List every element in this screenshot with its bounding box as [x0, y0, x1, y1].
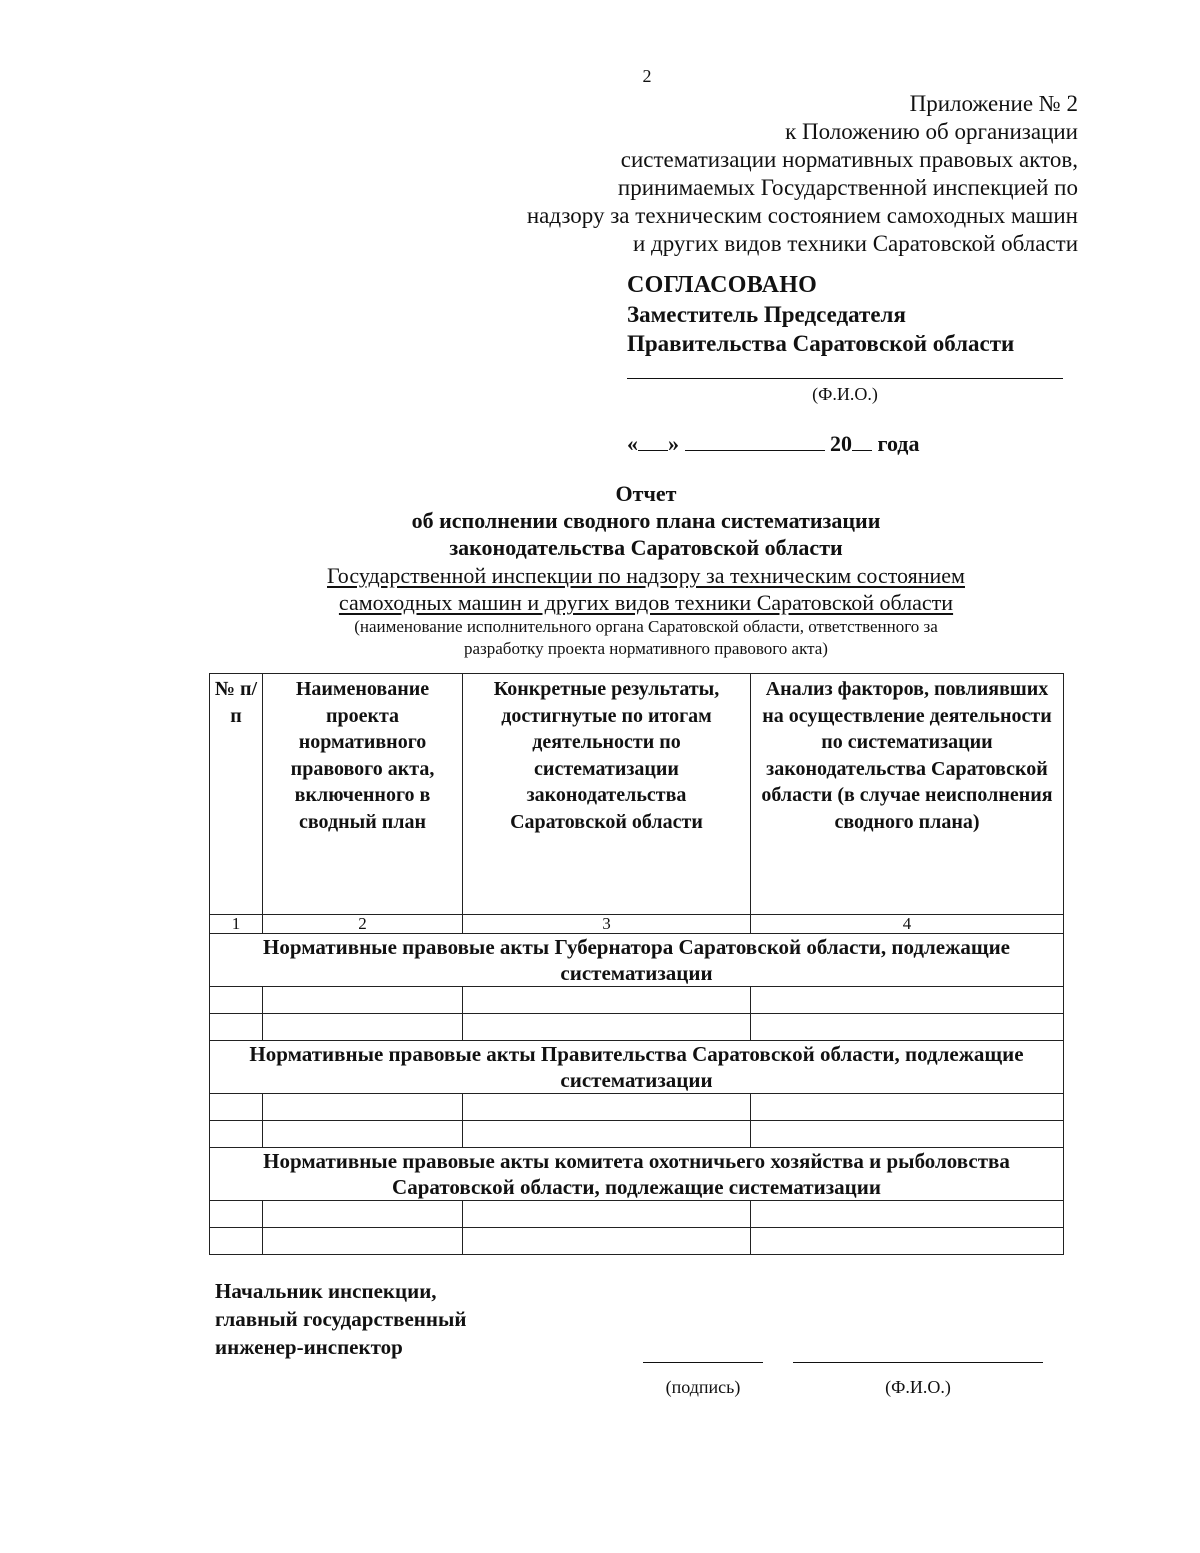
approval-signature-line: [627, 378, 1063, 379]
title-line1: Отчет: [615, 481, 677, 506]
section-government-acts: Нормативные правовые акты Правительства Саратовской области, подлежащие систематизации: [210, 1041, 1064, 1094]
table-cell: [263, 1121, 463, 1148]
page-number: 2: [642, 66, 652, 86]
organization-caption-line1: (наименование исполнительного органа Саратовской области, ответственного за: [354, 617, 938, 636]
table-cell: [263, 1014, 463, 1041]
report-title: [200, 480, 1092, 561]
date-year: 20: [830, 431, 852, 456]
organization-caption-line2: разработку проекта нормативного правового акта): [464, 639, 828, 658]
signature-caption: (подпись): [665, 1377, 741, 1397]
table-row: [210, 1014, 1064, 1041]
table-cell: [210, 1201, 263, 1228]
table-cell: [751, 1201, 1064, 1228]
table-cell: [463, 1094, 751, 1121]
table-cell: [263, 1228, 463, 1255]
table-cell: [751, 1121, 1064, 1148]
table-cell: [263, 1201, 463, 1228]
header-act-name: Наименование проекта нормативного правового акта, включенного в сводный план: [263, 674, 463, 915]
appendix-line: систематизации нормативных правовых актов,: [620, 147, 1078, 172]
organization-caption: [200, 616, 1092, 660]
signer-block: [215, 1277, 466, 1361]
signer-line1: Начальник инспекции,: [215, 1279, 437, 1303]
signer-line2: главный государственный: [215, 1307, 467, 1331]
signature-line: [643, 1362, 763, 1363]
column-number: 3: [463, 915, 751, 934]
table-cell: [463, 1014, 751, 1041]
table-cell: [751, 1014, 1064, 1041]
table-cell: [751, 1094, 1064, 1121]
column-number: 2: [263, 915, 463, 934]
approval-position-line2: Правительства Саратовской области: [627, 331, 1015, 356]
appendix-line: к Положению об организации: [785, 119, 1078, 144]
table-header-row: [210, 674, 1064, 915]
table-cell: [210, 1228, 263, 1255]
table-row: [210, 1094, 1064, 1121]
section-hunting-committee-acts: Нормативные правовые акты комитета охотничьего хозяйства и рыболовства Саратовской области, подлежащие систематизации: [210, 1148, 1064, 1201]
table-cell: [210, 987, 263, 1014]
table-cell: [263, 987, 463, 1014]
signer-fio-caption: (Ф.И.О.): [885, 1377, 951, 1397]
table-cell: [463, 1121, 751, 1148]
table-cell: [751, 1228, 1064, 1255]
table-cell: [463, 1201, 751, 1228]
organization-name: [200, 562, 1092, 616]
title-line3: законодательства Саратовской области: [449, 535, 843, 560]
table-row: [210, 1228, 1064, 1255]
approval-block: [627, 270, 1077, 358]
title-line2: об исполнении сводного плана систематизации: [411, 508, 881, 533]
table-row: [210, 987, 1064, 1014]
approval-fio-caption: (Ф.И.О.): [812, 384, 878, 404]
appendix-line: и других видов техники Саратовской области: [632, 231, 1078, 256]
date-quote-open: «: [627, 431, 638, 456]
column-number: 4: [751, 915, 1064, 934]
date-month-blank: [685, 428, 825, 451]
table-cell: [463, 1228, 751, 1255]
table-cell: [751, 987, 1064, 1014]
section-row: [210, 934, 1064, 987]
table-row: [210, 1121, 1064, 1148]
date-year-blank: [852, 428, 872, 451]
date-suffix: года: [877, 431, 920, 456]
date-quote-close: »: [668, 431, 679, 456]
table-cell: [210, 1121, 263, 1148]
fio-line: [793, 1362, 1043, 1363]
table-cell: [463, 987, 751, 1014]
header-results: Конкретные результаты, достигнутые по итогам деятельности по систематизации законодательства Саратовской области: [463, 674, 751, 915]
table-cell: [210, 1014, 263, 1041]
table-cell: [263, 1094, 463, 1121]
section-governor-acts: Нормативные правовые акты Губернатора Саратовской области, подлежащие систематизации: [210, 934, 1064, 987]
section-row: [210, 1148, 1064, 1201]
appendix-line: принимаемых Государственной инспекцией по: [617, 175, 1078, 200]
appendix-line: Приложение № 2: [909, 91, 1078, 116]
approval-heading: СОГЛАСОВАНО: [627, 272, 818, 298]
report-table: [209, 673, 1064, 1255]
appendix-line: надзору за техническим состоянием самоходных машин: [526, 203, 1078, 228]
appendix-block: [527, 90, 1078, 258]
table-cell: [210, 1094, 263, 1121]
table-row: [210, 1201, 1064, 1228]
organization-line2: самоходных машин и других видов техники Саратовской области: [338, 590, 954, 615]
organization-line1: Государственной инспекции по надзору за техническим состоянием: [327, 563, 965, 588]
signer-line3: инженер-инспектор: [215, 1335, 403, 1359]
approval-date: [627, 428, 919, 457]
column-number: 1: [210, 915, 263, 934]
section-row: [210, 1041, 1064, 1094]
header-analysis: Анализ факторов, повлиявших на осуществление деятельности по систематизации законодательства Саратовской области (в случае неисполнения сводного плана): [751, 674, 1064, 915]
column-numbers-row: [210, 915, 1064, 934]
approval-position-line1: Заместитель Председателя: [627, 302, 906, 327]
date-day-blank: [638, 428, 668, 451]
header-number: № п/п: [210, 674, 263, 915]
